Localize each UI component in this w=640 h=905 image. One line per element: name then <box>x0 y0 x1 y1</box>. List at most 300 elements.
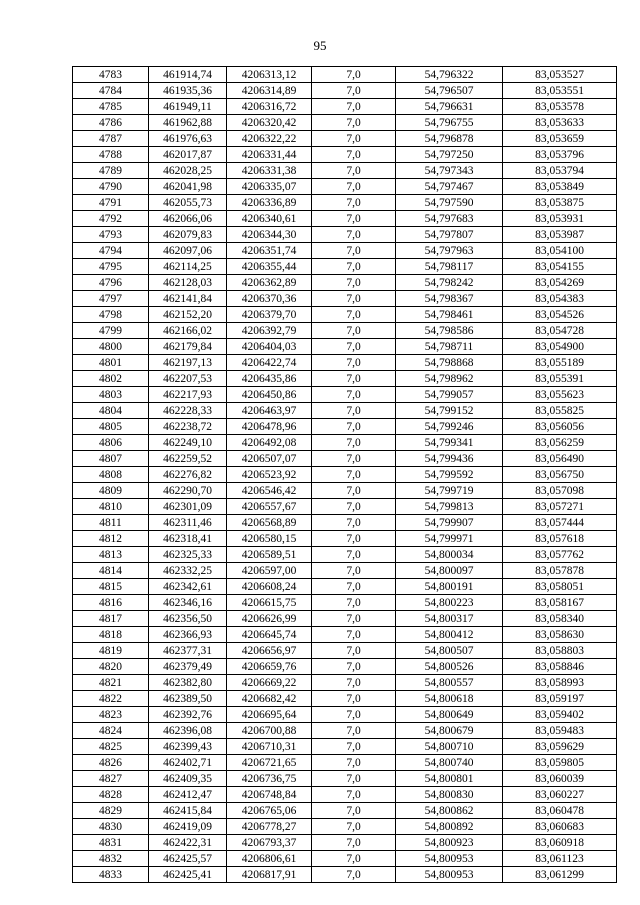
table-cell: 7,0 <box>312 387 396 403</box>
table-cell: 462217,93 <box>149 387 227 403</box>
table-cell: 4803 <box>73 387 149 403</box>
table-row <box>73 563 617 579</box>
table-cell: 7,0 <box>312 323 396 339</box>
table-cell: 54,797590 <box>396 195 503 211</box>
table-cell: 7,0 <box>312 531 396 547</box>
table-cell: 462041,98 <box>149 179 227 195</box>
table-cell: 54,800097 <box>396 563 503 579</box>
table-cell: 4206695,64 <box>227 707 312 723</box>
table-cell: 4820 <box>73 659 149 675</box>
table-row <box>73 739 617 755</box>
table-row <box>73 819 617 835</box>
table-cell: 462332,25 <box>149 563 227 579</box>
table-cell: 83,055825 <box>503 403 617 419</box>
table-cell: 462311,46 <box>149 515 227 531</box>
table-cell: 7,0 <box>312 803 396 819</box>
table-cell: 54,799971 <box>396 531 503 547</box>
table-cell: 54,797343 <box>396 163 503 179</box>
table-cell: 462412,47 <box>149 787 227 803</box>
table-cell: 7,0 <box>312 611 396 627</box>
table-cell: 83,058846 <box>503 659 617 675</box>
table-cell: 462402,71 <box>149 755 227 771</box>
table-cell: 4206344,30 <box>227 227 312 243</box>
table-cell: 54,798461 <box>396 307 503 323</box>
table-cell: 83,059629 <box>503 739 617 755</box>
table-cell: 462409,35 <box>149 771 227 787</box>
table-row <box>73 723 617 739</box>
table-cell: 83,053659 <box>503 131 617 147</box>
table-cell: 54,800740 <box>396 755 503 771</box>
table-cell: 4812 <box>73 531 149 547</box>
table-cell: 7,0 <box>312 99 396 115</box>
table-cell: 7,0 <box>312 595 396 611</box>
table-cell: 83,054100 <box>503 243 617 259</box>
table-row <box>73 403 617 419</box>
table-cell: 4206379,70 <box>227 307 312 323</box>
table-cell: 4826 <box>73 755 149 771</box>
table-cell: 462152,20 <box>149 307 227 323</box>
table-cell: 4206700,88 <box>227 723 312 739</box>
table-row <box>73 243 617 259</box>
table-cell: 4206748,84 <box>227 787 312 803</box>
table-cell: 7,0 <box>312 371 396 387</box>
table-cell: 4792 <box>73 211 149 227</box>
table-cell: 4827 <box>73 771 149 787</box>
table-cell: 54,800191 <box>396 579 503 595</box>
table-row <box>73 211 617 227</box>
table-cell: 54,799719 <box>396 483 503 499</box>
table-cell: 4206362,89 <box>227 275 312 291</box>
table-cell: 4206710,31 <box>227 739 312 755</box>
table-cell: 4206335,07 <box>227 179 312 195</box>
table-cell: 83,058993 <box>503 675 617 691</box>
table-cell: 7,0 <box>312 819 396 835</box>
table-cell: 54,800953 <box>396 867 503 883</box>
table-cell: 83,056490 <box>503 451 617 467</box>
table-cell: 4828 <box>73 787 149 803</box>
table-cell: 83,059805 <box>503 755 617 771</box>
table-cell: 54,798367 <box>396 291 503 307</box>
table-row <box>73 467 617 483</box>
table-row <box>73 755 617 771</box>
table-cell: 83,054728 <box>503 323 617 339</box>
table-row <box>73 339 617 355</box>
table-cell: 462228,33 <box>149 403 227 419</box>
table-cell: 4797 <box>73 291 149 307</box>
table-cell: 54,796755 <box>396 115 503 131</box>
table-cell: 54,799592 <box>396 467 503 483</box>
table-cell: 461935,36 <box>149 83 227 99</box>
table-row <box>73 787 617 803</box>
table-cell: 4206478,96 <box>227 419 312 435</box>
table-cell: 83,058630 <box>503 627 617 643</box>
table-cell: 83,059402 <box>503 707 617 723</box>
table-cell: 4206313,12 <box>227 67 312 83</box>
table-cell: 4206314,89 <box>227 83 312 99</box>
table-cell: 461976,63 <box>149 131 227 147</box>
table-cell: 7,0 <box>312 755 396 771</box>
table-cell: 462325,33 <box>149 547 227 563</box>
table-cell: 54,798586 <box>396 323 503 339</box>
table-cell: 4206736,75 <box>227 771 312 787</box>
table-cell: 83,054900 <box>503 339 617 355</box>
table-cell: 4206336,89 <box>227 195 312 211</box>
table-cell: 7,0 <box>312 291 396 307</box>
table-cell: 83,055623 <box>503 387 617 403</box>
table-cell: 4206322,22 <box>227 131 312 147</box>
table-cell: 7,0 <box>312 483 396 499</box>
table-cell: 4799 <box>73 323 149 339</box>
table-cell: 462179,84 <box>149 339 227 355</box>
table-cell: 83,060918 <box>503 835 617 851</box>
table-cell: 4206656,97 <box>227 643 312 659</box>
table-cell: 7,0 <box>312 563 396 579</box>
table-row <box>73 387 617 403</box>
table-cell: 462366,93 <box>149 627 227 643</box>
table-cell: 462396,08 <box>149 723 227 739</box>
table-cell: 83,057762 <box>503 547 617 563</box>
table-cell: 4832 <box>73 851 149 867</box>
table-cell: 462379,49 <box>149 659 227 675</box>
table-cell: 7,0 <box>312 243 396 259</box>
table-cell: 4789 <box>73 163 149 179</box>
table-cell: 83,057098 <box>503 483 617 499</box>
table-row <box>73 83 617 99</box>
table-row <box>73 771 617 787</box>
table-cell: 4822 <box>73 691 149 707</box>
table-cell: 83,054526 <box>503 307 617 323</box>
table-cell: 4821 <box>73 675 149 691</box>
table-cell: 461914,74 <box>149 67 227 83</box>
table-cell: 83,059197 <box>503 691 617 707</box>
table-cell: 4206817,91 <box>227 867 312 883</box>
table-cell: 7,0 <box>312 675 396 691</box>
table-row <box>73 627 617 643</box>
table-cell: 83,056259 <box>503 435 617 451</box>
table-cell: 462290,70 <box>149 483 227 499</box>
table-cell: 83,053987 <box>503 227 617 243</box>
table-cell: 4206392,79 <box>227 323 312 339</box>
table-cell: 4790 <box>73 179 149 195</box>
table-cell: 54,800618 <box>396 691 503 707</box>
table-cell: 7,0 <box>312 307 396 323</box>
table-cell: 54,800034 <box>396 547 503 563</box>
table-cell: 4804 <box>73 403 149 419</box>
table-row <box>73 659 617 675</box>
table-cell: 54,800412 <box>396 627 503 643</box>
table-cell: 462425,57 <box>149 851 227 867</box>
table-row <box>73 99 617 115</box>
table-cell: 461962,88 <box>149 115 227 131</box>
table-row <box>73 499 617 515</box>
table-cell: 4206557,67 <box>227 499 312 515</box>
table-body <box>73 67 617 883</box>
table-row <box>73 707 617 723</box>
table-cell: 54,800892 <box>396 819 503 835</box>
table-cell: 4206404,03 <box>227 339 312 355</box>
table-row <box>73 163 617 179</box>
table-cell: 462028,25 <box>149 163 227 179</box>
table-row <box>73 195 617 211</box>
table-cell: 83,057271 <box>503 499 617 515</box>
table-cell: 4206793,37 <box>227 835 312 851</box>
table-cell: 54,798711 <box>396 339 503 355</box>
table-cell: 83,053633 <box>503 115 617 131</box>
table-cell: 83,058340 <box>503 611 617 627</box>
table-cell: 4206589,51 <box>227 547 312 563</box>
table-cell: 4206721,65 <box>227 755 312 771</box>
table-cell: 83,055391 <box>503 371 617 387</box>
table-cell: 4810 <box>73 499 149 515</box>
table-row <box>73 291 617 307</box>
table-cell: 7,0 <box>312 115 396 131</box>
table-cell: 7,0 <box>312 227 396 243</box>
table-cell: 7,0 <box>312 867 396 883</box>
table-cell: 4206463,97 <box>227 403 312 419</box>
table-cell: 83,053796 <box>503 147 617 163</box>
table-cell: 54,798117 <box>396 259 503 275</box>
table-cell: 83,060478 <box>503 803 617 819</box>
table-row <box>73 835 617 851</box>
table-cell: 7,0 <box>312 131 396 147</box>
table-cell: 54,800507 <box>396 643 503 659</box>
table-cell: 83,053875 <box>503 195 617 211</box>
table-cell: 4206450,86 <box>227 387 312 403</box>
table-cell: 83,058051 <box>503 579 617 595</box>
table-cell: 54,800557 <box>396 675 503 691</box>
table-cell: 83,053578 <box>503 99 617 115</box>
table-cell: 83,057878 <box>503 563 617 579</box>
table-cell: 4206580,15 <box>227 531 312 547</box>
table-cell: 4206422,74 <box>227 355 312 371</box>
table-cell: 54,800526 <box>396 659 503 675</box>
table-row <box>73 451 617 467</box>
table-cell: 83,053849 <box>503 179 617 195</box>
table-cell: 54,800862 <box>396 803 503 819</box>
table-cell: 4206351,74 <box>227 243 312 259</box>
table-cell: 462318,41 <box>149 531 227 547</box>
table-cell: 7,0 <box>312 643 396 659</box>
table-cell: 4824 <box>73 723 149 739</box>
table-cell: 7,0 <box>312 627 396 643</box>
table-cell: 4833 <box>73 867 149 883</box>
table-cell: 7,0 <box>312 771 396 787</box>
table-cell: 4206546,42 <box>227 483 312 499</box>
table-cell: 54,798868 <box>396 355 503 371</box>
table-cell: 462419,09 <box>149 819 227 835</box>
table-cell: 7,0 <box>312 659 396 675</box>
table-cell: 83,056750 <box>503 467 617 483</box>
table-cell: 54,799246 <box>396 419 503 435</box>
table-cell: 83,055189 <box>503 355 617 371</box>
table-cell: 4800 <box>73 339 149 355</box>
table-cell: 7,0 <box>312 67 396 83</box>
table-cell: 462197,13 <box>149 355 227 371</box>
table-cell: 4830 <box>73 819 149 835</box>
table-cell: 4815 <box>73 579 149 595</box>
table-cell: 462346,16 <box>149 595 227 611</box>
table-cell: 4831 <box>73 835 149 851</box>
table-cell: 4816 <box>73 595 149 611</box>
table-cell: 83,053527 <box>503 67 617 83</box>
table-cell: 462249,10 <box>149 435 227 451</box>
table-cell: 4206355,44 <box>227 259 312 275</box>
table-cell: 4813 <box>73 547 149 563</box>
table-cell: 4793 <box>73 227 149 243</box>
table-cell: 4808 <box>73 467 149 483</box>
table-cell: 4206806,61 <box>227 851 312 867</box>
table-cell: 83,057444 <box>503 515 617 531</box>
table-cell: 7,0 <box>312 499 396 515</box>
table-cell: 83,053551 <box>503 83 617 99</box>
table-cell: 7,0 <box>312 547 396 563</box>
table-cell: 4798 <box>73 307 149 323</box>
table-cell: 462066,06 <box>149 211 227 227</box>
table-cell: 7,0 <box>312 515 396 531</box>
coordinates-table <box>72 66 617 883</box>
table-cell: 54,800953 <box>396 851 503 867</box>
table-cell: 7,0 <box>312 163 396 179</box>
table-row <box>73 227 617 243</box>
table-cell: 4206659,76 <box>227 659 312 675</box>
table-cell: 462301,09 <box>149 499 227 515</box>
table-cell: 4785 <box>73 99 149 115</box>
table-row <box>73 355 617 371</box>
table-cell: 4206765,06 <box>227 803 312 819</box>
table-cell: 54,797250 <box>396 147 503 163</box>
table-cell: 462392,76 <box>149 707 227 723</box>
table-cell: 83,053794 <box>503 163 617 179</box>
table-cell: 7,0 <box>312 723 396 739</box>
table-cell: 4786 <box>73 115 149 131</box>
table-cell: 462259,52 <box>149 451 227 467</box>
table-cell: 54,797467 <box>396 179 503 195</box>
table-cell: 54,796631 <box>396 99 503 115</box>
table-cell: 54,798962 <box>396 371 503 387</box>
table-cell: 7,0 <box>312 275 396 291</box>
table-cell: 4206320,42 <box>227 115 312 131</box>
table-cell: 4802 <box>73 371 149 387</box>
table-row <box>73 435 617 451</box>
table-cell: 7,0 <box>312 195 396 211</box>
table-cell: 462389,50 <box>149 691 227 707</box>
table-cell: 462382,80 <box>149 675 227 691</box>
table-cell: 54,799907 <box>396 515 503 531</box>
table-cell: 4825 <box>73 739 149 755</box>
table-cell: 7,0 <box>312 691 396 707</box>
table-cell: 4206615,75 <box>227 595 312 611</box>
table-cell: 4206316,72 <box>227 99 312 115</box>
table-cell: 4206645,74 <box>227 627 312 643</box>
table-cell: 4788 <box>73 147 149 163</box>
table-cell: 462055,73 <box>149 195 227 211</box>
table-cell: 54,799813 <box>396 499 503 515</box>
table-row <box>73 67 617 83</box>
table-cell: 4811 <box>73 515 149 531</box>
table-cell: 4206331,38 <box>227 163 312 179</box>
table-cell: 4795 <box>73 259 149 275</box>
table-cell: 462422,31 <box>149 835 227 851</box>
table-row <box>73 115 617 131</box>
table-cell: 83,061299 <box>503 867 617 883</box>
page-number: 95 <box>313 38 327 53</box>
table-cell: 462342,61 <box>149 579 227 595</box>
table-cell: 7,0 <box>312 179 396 195</box>
table-cell: 54,800801 <box>396 771 503 787</box>
table-row <box>73 371 617 387</box>
table-row <box>73 307 617 323</box>
table-row <box>73 867 617 883</box>
table-cell: 462207,53 <box>149 371 227 387</box>
table-cell: 462097,06 <box>149 243 227 259</box>
table-cell: 54,796322 <box>396 67 503 83</box>
table-cell: 4206331,44 <box>227 147 312 163</box>
table-cell: 54,799057 <box>396 387 503 403</box>
table-cell: 4206507,07 <box>227 451 312 467</box>
table-cell: 7,0 <box>312 435 396 451</box>
table-cell: 4806 <box>73 435 149 451</box>
table-row <box>73 675 617 691</box>
table-cell: 4206435,86 <box>227 371 312 387</box>
table-cell: 54,800830 <box>396 787 503 803</box>
table-cell: 4206608,24 <box>227 579 312 595</box>
table-row <box>73 611 617 627</box>
table-cell: 54,799436 <box>396 451 503 467</box>
table-cell: 54,800317 <box>396 611 503 627</box>
table-cell: 7,0 <box>312 355 396 371</box>
table-cell: 4794 <box>73 243 149 259</box>
table-cell: 83,061123 <box>503 851 617 867</box>
table-cell: 4206340,61 <box>227 211 312 227</box>
table-row <box>73 803 617 819</box>
table-cell: 7,0 <box>312 419 396 435</box>
table-row <box>73 691 617 707</box>
table-row <box>73 851 617 867</box>
table-cell: 4817 <box>73 611 149 627</box>
table-cell: 7,0 <box>312 467 396 483</box>
table-row <box>73 179 617 195</box>
table-cell: 7,0 <box>312 147 396 163</box>
table-cell: 83,060683 <box>503 819 617 835</box>
table-cell: 54,798242 <box>396 275 503 291</box>
table-cell: 4206523,92 <box>227 467 312 483</box>
table-cell: 4206778,27 <box>227 819 312 835</box>
table-cell: 4206370,36 <box>227 291 312 307</box>
table-cell: 54,800710 <box>396 739 503 755</box>
table-cell: 4801 <box>73 355 149 371</box>
table-cell: 7,0 <box>312 707 396 723</box>
table-cell: 4206626,99 <box>227 611 312 627</box>
table-cell: 7,0 <box>312 739 396 755</box>
table-cell: 462377,31 <box>149 643 227 659</box>
table-cell: 462415,84 <box>149 803 227 819</box>
table-cell: 4206597,00 <box>227 563 312 579</box>
table-cell: 462425,41 <box>149 867 227 883</box>
table-cell: 83,057618 <box>503 531 617 547</box>
table-row <box>73 259 617 275</box>
table-cell: 462079,83 <box>149 227 227 243</box>
table-cell: 54,800923 <box>396 835 503 851</box>
table-cell: 4206682,42 <box>227 691 312 707</box>
table-cell: 7,0 <box>312 787 396 803</box>
table-cell: 83,054383 <box>503 291 617 307</box>
table-cell: 7,0 <box>312 835 396 851</box>
table-cell: 54,800679 <box>396 723 503 739</box>
table-cell: 54,796507 <box>396 83 503 99</box>
table-cell: 4809 <box>73 483 149 499</box>
table-row <box>73 323 617 339</box>
table-cell: 7,0 <box>312 403 396 419</box>
